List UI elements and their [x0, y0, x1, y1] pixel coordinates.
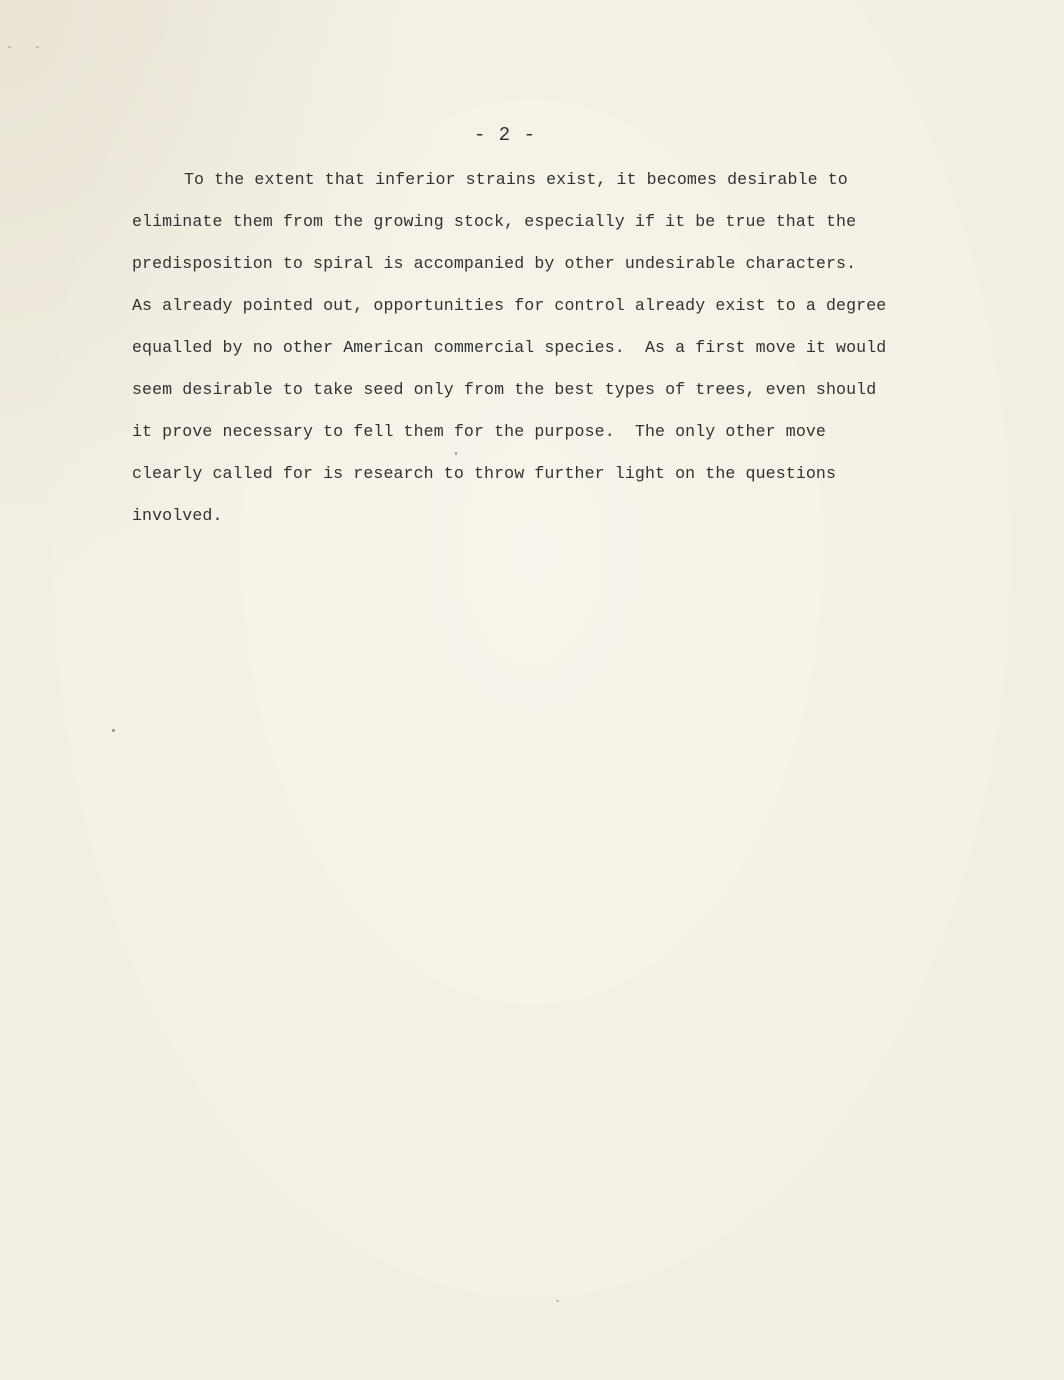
paragraph-line: clearly called for is research to throw further light on the questions [132, 464, 837, 483]
paragraph-line: equalled by no other American commercial species. As a first move it would [132, 338, 887, 357]
paper-speck [8, 46, 11, 48]
paragraph-line: As already pointed out, opportunities for control already exist to a degree [132, 296, 887, 315]
paragraph-line: eliminate them from the growing stock, especially if it be true that the [132, 212, 857, 231]
paragraph-line: seem desirable to take seed only from the best types of trees, even should [132, 380, 877, 399]
paragraph-line: predisposition to spiral is accompanied by other undesirable characters. [132, 254, 857, 273]
page-number: - 2 - [473, 124, 536, 146]
paragraph-line: it prove necessary to fell them for the purpose. The only other move [132, 422, 826, 441]
paragraph-line: involved. [132, 506, 223, 525]
paper-speck [36, 46, 39, 48]
paper-speck [556, 1300, 559, 1302]
paper-speck [112, 729, 115, 732]
body-paragraph [132, 166, 952, 544]
paragraph-line: To the extent that inferior strains exist, it becomes desirable to [184, 170, 848, 189]
paper-speck [455, 452, 457, 455]
